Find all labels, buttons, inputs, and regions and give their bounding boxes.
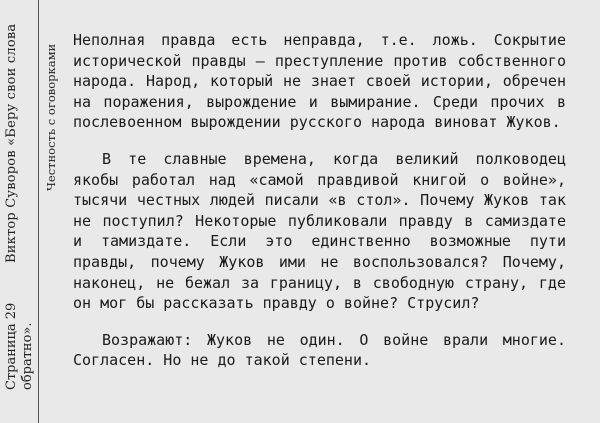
book-author-title: Виктор Суворов «Беру свои слова (4, 23, 19, 263)
chapter-title: Честность с оговорками (44, 43, 58, 191)
margin-divider (38, 0, 39, 423)
paragraph-1: Неполная правда есть неправда, т.е. ложь. Сокрытие исторической правды — преступление против собственного народа. Народ, который не знает своей истории, обречен на поражения, вырождение и вымирание. Среди прочих в послевоенном вырождении русского народа виноват Жуков. (73, 31, 566, 132)
page-margin-header (0, 0, 62, 423)
paragraph-2: В те славные времена, когда великий полководец якобы работал над «самой правдивой книгой о войне», тысячи честных людей писали «в стол». Почему Жуков так не поступил? Некоторые публиковали правду в самиздате и тамиздате. Если это единственно возможные пути правды, почему Жуков ими не воспользовался? Почему, наконец, не бежал за границу, в свободную страну, где он мог бы рассказать правду о войне? Струсил? (73, 149, 566, 313)
paragraph-3: Возражают: Жуков не один. О войне врали многие. Согласен. Но не до такой степени. (73, 330, 566, 370)
book-title-continuation: обратно». (20, 322, 35, 390)
page-number: Страница 29 (4, 302, 19, 390)
body-text (73, 30, 566, 387)
